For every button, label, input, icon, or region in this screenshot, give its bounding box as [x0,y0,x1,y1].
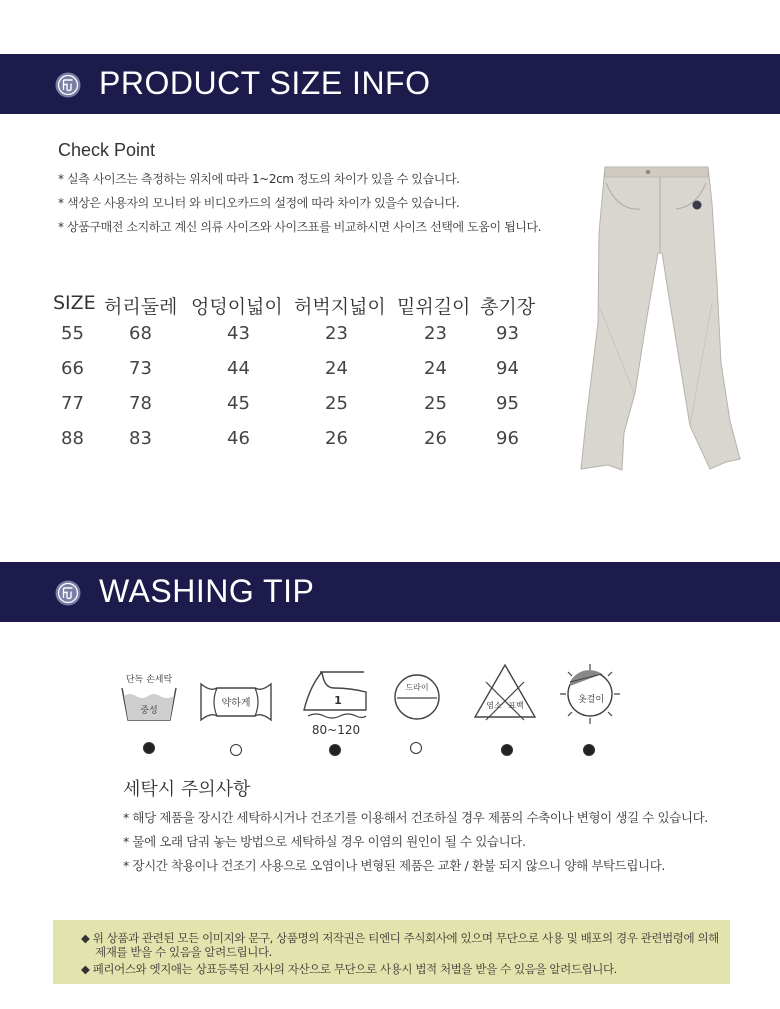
notice-line: ◆ 페리어스와 엣지애는 상표등록된 자사의 자산으로 무단으로 사용시 법적 처벌을 받을 수 있음을 알려드립니다. [81,962,617,976]
table-cell: 45 [227,393,250,414]
check-point-title: Check Point [58,140,156,160]
icon-label: 옷걸이 [577,695,605,705]
hand-wash-icon [118,670,180,725]
table-cell: 26 [325,428,348,449]
unselected-dot [230,744,242,756]
table-cell: 77 [61,393,84,414]
selected-dot [143,742,155,754]
selected-dot [501,744,513,756]
shade-dry-hanger-icon [558,662,622,726]
caution-title: 세탁시 주의사항 [123,779,251,800]
unselected-dot [410,742,422,754]
table-cell: 24 [325,358,348,379]
table-cell: 96 [496,428,519,449]
icon-label: 약하게 [221,698,251,709]
icon-label: 드라이 [405,683,429,692]
check-point-note: * 실측 사이즈는 측정하는 위치에 따라 1~2cm 정도의 차이가 있을 수 있습니다. [58,172,460,186]
notice-line: 제재를 받을 수 있음을 알려드립니다. [95,945,272,959]
table-header: 총기장 [480,296,536,318]
table-cell: 24 [424,358,447,379]
table-header: 허리둘레 [104,296,178,318]
caution-note: * 해당 제품을 장시간 세탁하시거나 건조기를 이용해서 건조하실 경우 제품의 수축이나 변형이 생길 수 있습니다. [123,810,708,825]
brand-logo-icon [55,580,81,606]
table-cell: 66 [61,358,84,379]
table-header: 밑위길이 [397,296,471,318]
no-bleach-icon [472,662,538,722]
table-cell: 94 [496,358,519,379]
selected-dot [329,744,341,756]
table-cell: 46 [227,428,250,449]
selected-dot [583,744,595,756]
table-cell: 78 [129,393,152,414]
table-cell: 83 [129,428,152,449]
icon-label: 염소 [486,701,502,710]
notice-line: ◆ 위 상품과 관련된 모든 이미지와 문구, 상품명의 저작권은 티엔디 주식회사에 있으며 무단으로 사용 및 배포의 경우 관련법령에 의해 [81,931,719,945]
table-cell: 23 [325,323,348,344]
gentle-wring-icon [197,680,275,724]
table-cell: 55 [61,323,84,344]
icon-label: 표백 [508,701,524,710]
brand-logo-icon [55,72,81,98]
check-point-note: * 색상은 사용자의 모니터 와 비디오카드의 설정에 따라 차이가 있을수 있습니다. [58,196,460,210]
table-cell: 23 [424,323,447,344]
section-title: WASHING TIP [99,573,315,609]
caution-note: * 장시간 착용이나 건조기 사용으로 오염이나 변형된 제품은 교환 / 환불 되지 않으니 양해 부탁드립니다. [123,858,665,873]
table-header: 엉덩이넓이 [191,296,283,318]
table-cell: 68 [129,323,152,344]
icon-label: 80~120 [311,723,361,737]
table-cell: 93 [496,323,519,344]
icon-label: 1 [334,694,342,707]
caution-note: * 물에 오래 담궈 놓는 방법으로 세탁하실 경우 이염의 원인이 될 수 있습니다. [123,834,526,849]
table-header: SIZE [53,292,96,314]
check-point-note: * 상품구매전 소지하고 계신 의류 사이즈와 사이즈표를 비교하시면 사이즈 선택에 도움이 됩니다. [58,220,542,234]
size-info-header [0,54,780,114]
table-cell: 25 [325,393,348,414]
table-cell: 26 [424,428,447,449]
iron-icon [300,666,372,738]
table-cell: 43 [227,323,250,344]
table-cell: 25 [424,393,447,414]
section-title: PRODUCT SIZE INFO [99,65,431,101]
table-cell: 88 [61,428,84,449]
washing-tip-header [0,562,780,622]
table-cell: 95 [496,393,519,414]
table-cell: 44 [227,358,250,379]
table-header: 허벅지넓이 [294,296,386,318]
product-image [578,163,743,473]
icon-label: 단독 손세탁 [125,675,173,685]
icon-label: 중성 [140,706,158,716]
table-cell: 73 [129,358,152,379]
copyright-notice [53,920,730,984]
dry-clean-icon [392,672,442,722]
